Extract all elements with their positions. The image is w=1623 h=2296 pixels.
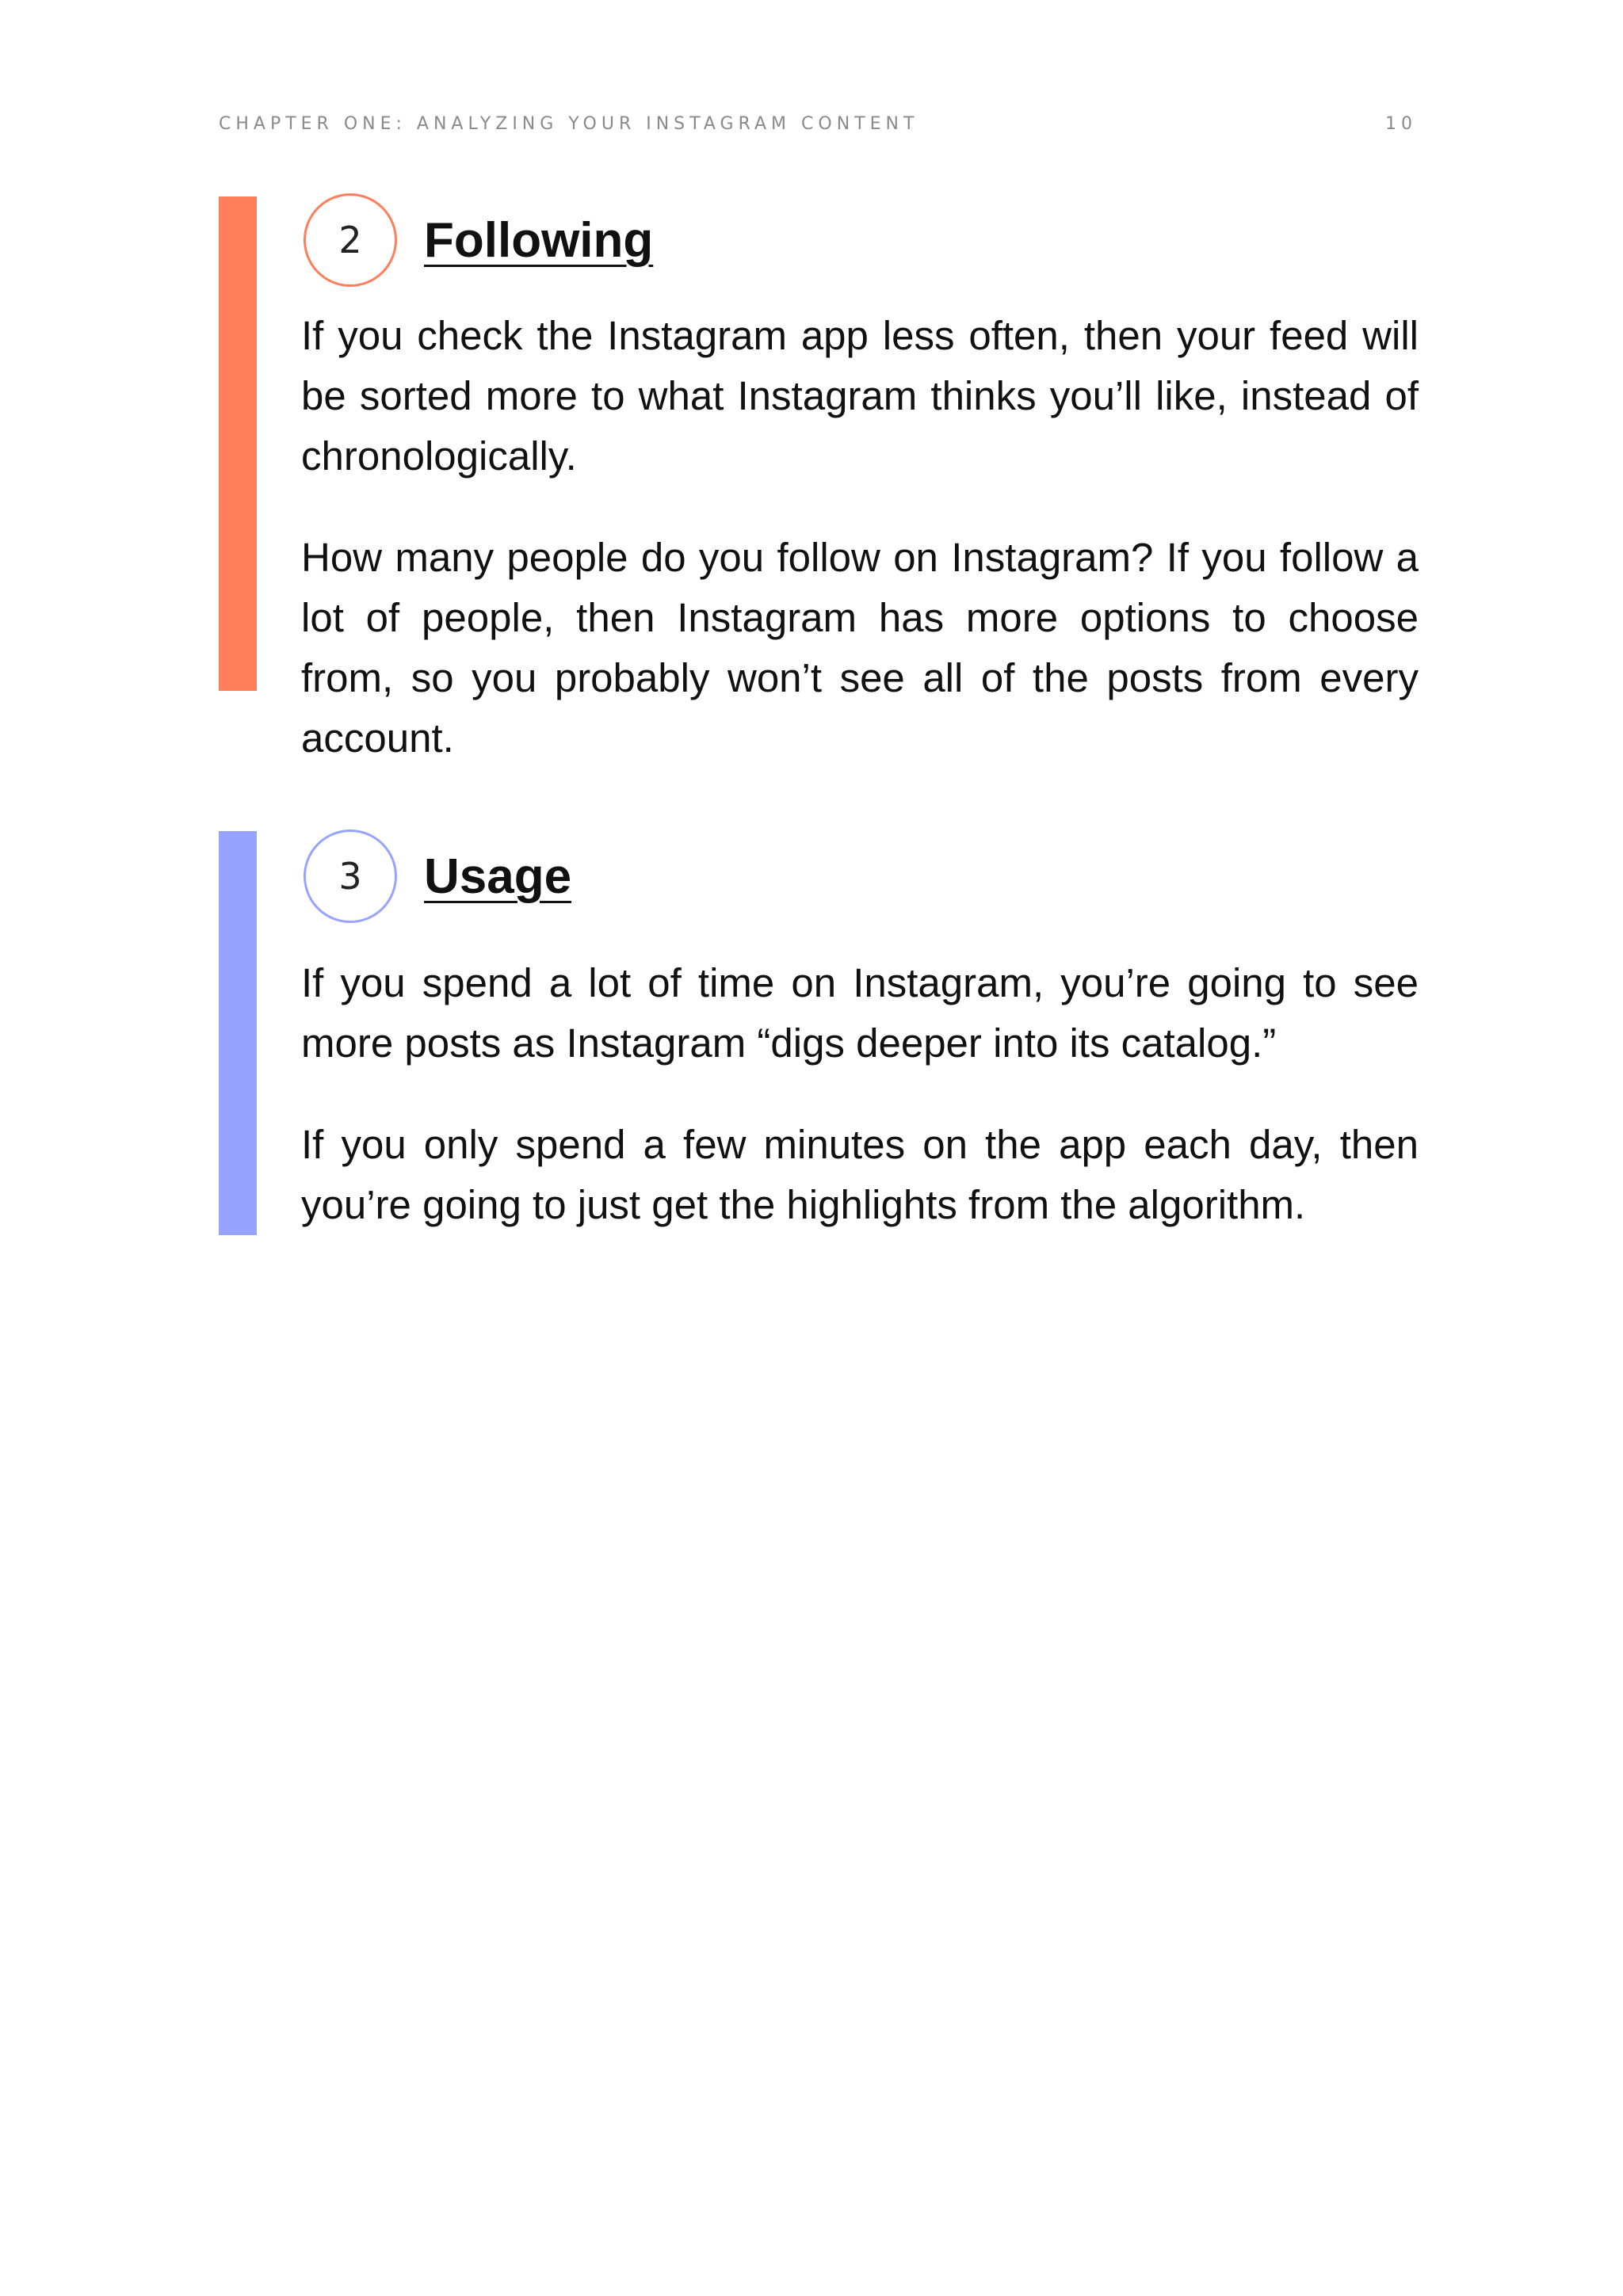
section-following: [219, 196, 1419, 761]
paragraph: If you only spend a few minutes on the app each day, then you’re going to just get the highlights from the algorithm.: [301, 1122, 1419, 1227]
running-header: [219, 111, 1417, 136]
following-accent-bar: [219, 196, 257, 691]
paragraph: If you spend a lot of time on Instagram, you’re going to see more posts as Instagram “digs deeper into its catalog.”: [301, 960, 1419, 1066]
usage-accent-bar: [219, 831, 257, 1235]
section-title: Following: [424, 212, 654, 268]
paragraph: If you check the Instagram app less often, then your feed will be sorted more to what Instagram thinks you’ll like, instead of chronologically.: [301, 313, 1419, 479]
section-number-badge: 3: [304, 830, 397, 923]
usage-heading: [304, 830, 571, 923]
paragraph: How many people do you follow on Instagram? If you follow a lot of people, then Instagram has more options to choose from, so you probably won’t see all of the posts from every account.: [301, 535, 1419, 761]
following-body: [301, 306, 1419, 769]
page-number: 10: [1385, 113, 1417, 134]
chapter-title: CHAPTER ONE: ANALYZING YOUR INSTAGRAM CONTENT: [219, 113, 919, 134]
section-number-badge: 2: [304, 193, 397, 287]
section-usage: [219, 831, 1417, 1243]
section-title: Usage: [424, 849, 572, 904]
usage-body: [301, 953, 1419, 1235]
following-heading: [304, 193, 653, 287]
